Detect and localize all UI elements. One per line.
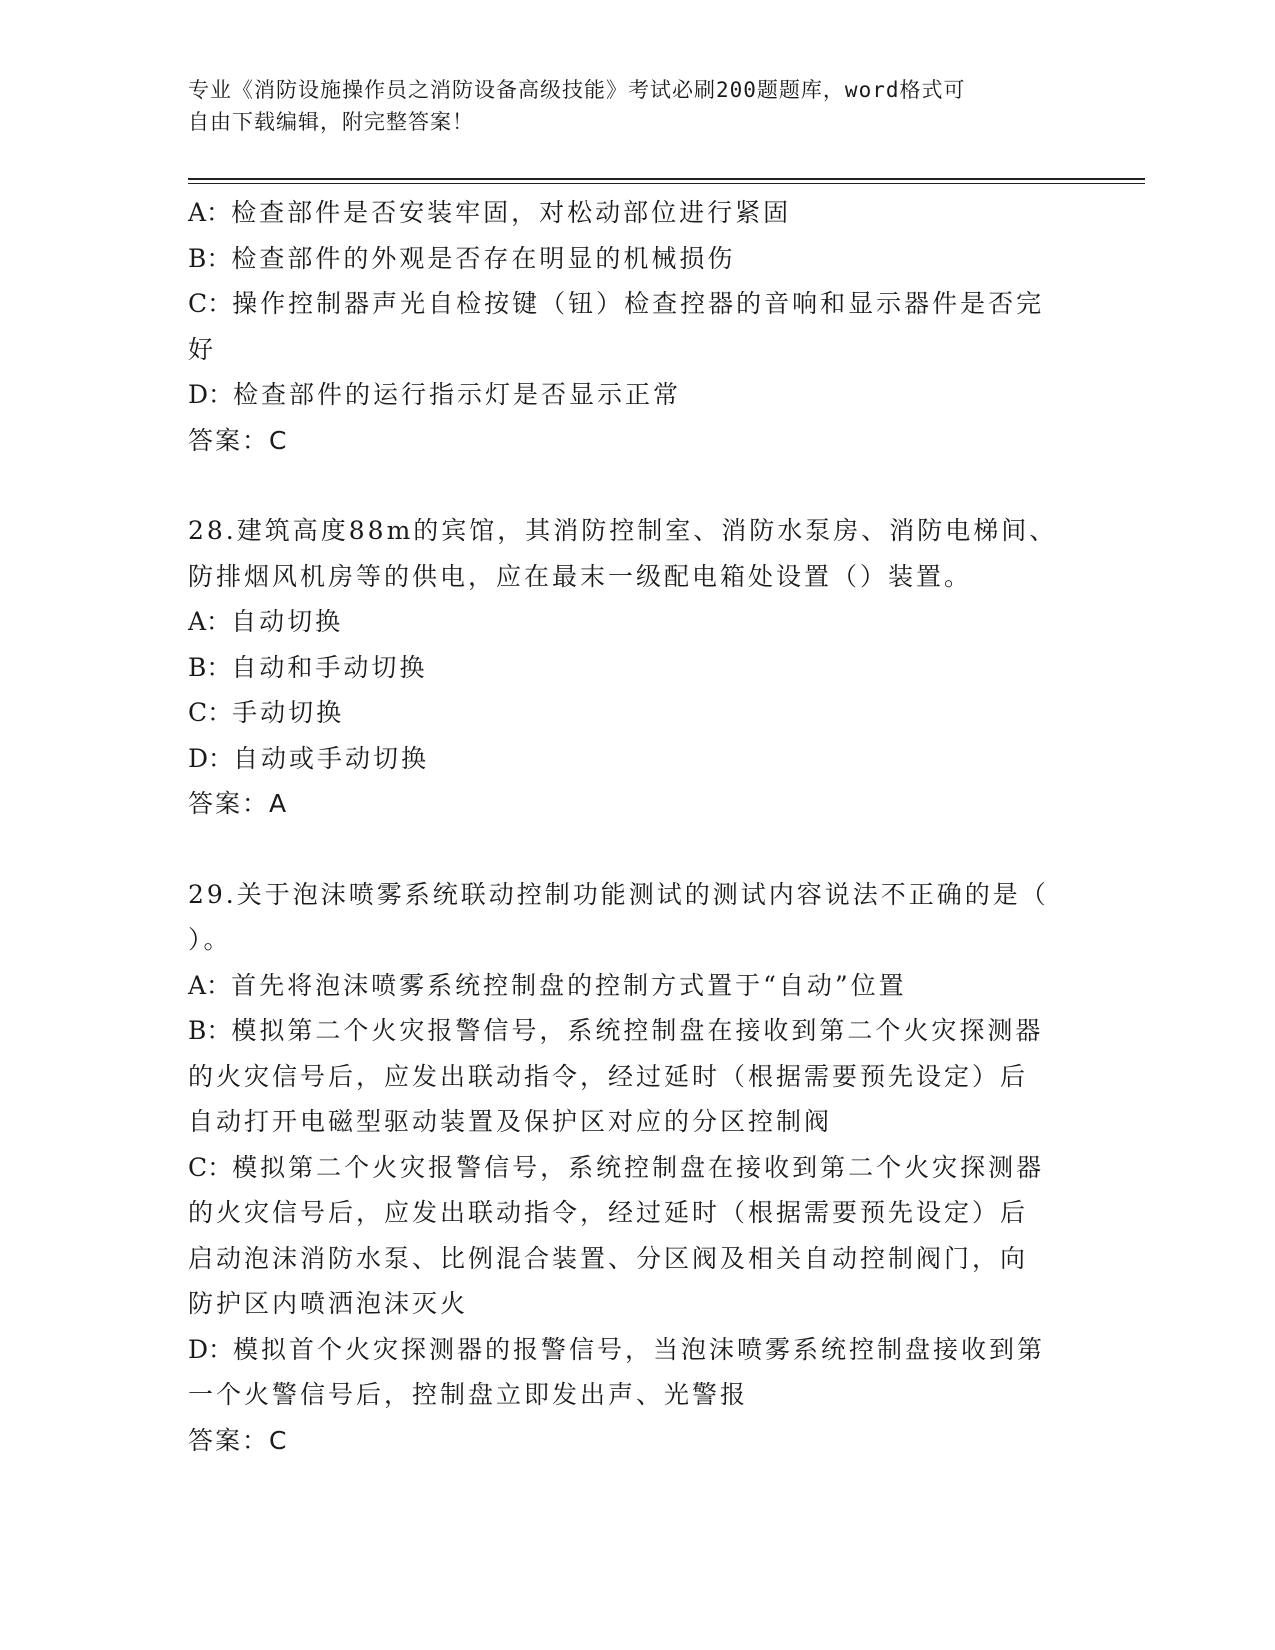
- question-29: [188, 872, 1068, 1464]
- option-d-continued: 一个火警信号后，控制盘立即发出声、光警报: [188, 1380, 749, 1409]
- option-text: 自动和手动切换: [231, 652, 428, 682]
- option-label: B：: [188, 243, 232, 273]
- option-b: [188, 645, 1068, 691]
- option-b-continued-2: 自动打开电磁型驱动装置及保护区对应的分区控制阀: [188, 1107, 833, 1136]
- option-text: 模拟首个火灾探测器的报警信号，当泡沫喷雾系统控制盘接收到第: [233, 1334, 1046, 1364]
- option-a: [188, 190, 1068, 236]
- option-label: C：: [188, 289, 233, 318]
- option-label: D：: [188, 380, 234, 409]
- option-d: [188, 372, 1068, 418]
- option-c: [188, 281, 1068, 327]
- option-text: 检查部件的运行指示灯是否显示正常: [233, 380, 682, 409]
- question-28: [188, 508, 1068, 827]
- option-c: [188, 690, 1068, 736]
- option-c-continued: 好: [188, 334, 217, 364]
- header-divider-thick: [188, 178, 1145, 180]
- option-c-continued-3: 防护区内喷洒泡沫灭火: [188, 1289, 469, 1318]
- option-text: 模拟第二个火灾报警信号，系统控制盘在接收到第二个火灾探测器: [231, 1016, 1044, 1045]
- option-d: [188, 736, 1068, 782]
- header-line-2: 自由下载编辑，附完整答案！: [188, 110, 474, 134]
- option-text: 检查部件是否安装牢固，对松动部位进行紧固: [231, 198, 792, 227]
- option-a: [188, 599, 1068, 645]
- option-b: [188, 236, 1068, 282]
- option-text: 自动或手动切换: [233, 743, 430, 773]
- option-label: D：: [188, 1334, 234, 1364]
- question-27-continued: [188, 190, 1068, 463]
- option-d: [188, 1327, 1068, 1373]
- answer-line: 答案：C: [188, 425, 289, 455]
- question-stem: 29.关于泡沫喷雾系统联动控制功能测试的测试内容说法不正确的是（: [188, 879, 1049, 909]
- option-text: 首先将泡沫喷雾系统控制盘的控制方式置于“自动”位置: [231, 970, 907, 1000]
- option-label: A：: [188, 607, 232, 636]
- option-label: B：: [188, 652, 232, 682]
- option-text: 检查部件的外观是否存在明显的机械损伤: [231, 243, 736, 273]
- option-label: C：: [188, 698, 233, 727]
- question-stem-continued: 防排烟风机房等的供电，应在最末一级配电箱处设置（）装置。: [188, 561, 973, 591]
- answer-line: 答案：A: [188, 789, 289, 818]
- option-b: [188, 1008, 1068, 1054]
- option-b-continued-1: 的火灾信号后，应发出联动指令，经过延时（根据需要预先设定）后: [188, 1061, 1029, 1091]
- option-c-continued-1: 的火灾信号后，应发出联动指令，经过延时（根据需要预先设定）后: [188, 1198, 1029, 1227]
- document-header: [188, 74, 1068, 138]
- option-c: [188, 1145, 1068, 1191]
- option-text: 操作控制器声光自检按键（钮）检查控器的音响和显示器件是否完: [232, 289, 1045, 318]
- header-divider-thin: [188, 183, 1145, 184]
- option-a: [188, 963, 1068, 1009]
- answer-line: 答案：C: [188, 1425, 289, 1455]
- question-stem: 28.建筑高度88m的宾馆，其消防控制室、消防水泵房、消防电梯间、: [188, 516, 1058, 545]
- document-body: [188, 190, 1068, 1463]
- option-label: B：: [188, 1016, 232, 1045]
- header-line-1: 专业《消防设施操作员之消防设备高级技能》考试必刷200题题库，word格式可: [188, 78, 966, 102]
- option-text: 手动切换: [232, 698, 345, 727]
- option-c-continued-2: 启动泡沫消防水泵、比例混合装置、分区阀及相关自动控制阀门，向: [188, 1243, 1029, 1273]
- question-stem-continued: ）。: [188, 925, 232, 954]
- option-text: 自动切换: [231, 607, 344, 636]
- option-label: D：: [188, 743, 234, 773]
- option-label: C：: [188, 1152, 233, 1182]
- option-label: A：: [188, 970, 232, 1000]
- option-label: A：: [188, 198, 232, 227]
- option-text: 模拟第二个火灾报警信号，系统控制盘在接收到第二个火灾探测器: [232, 1152, 1045, 1182]
